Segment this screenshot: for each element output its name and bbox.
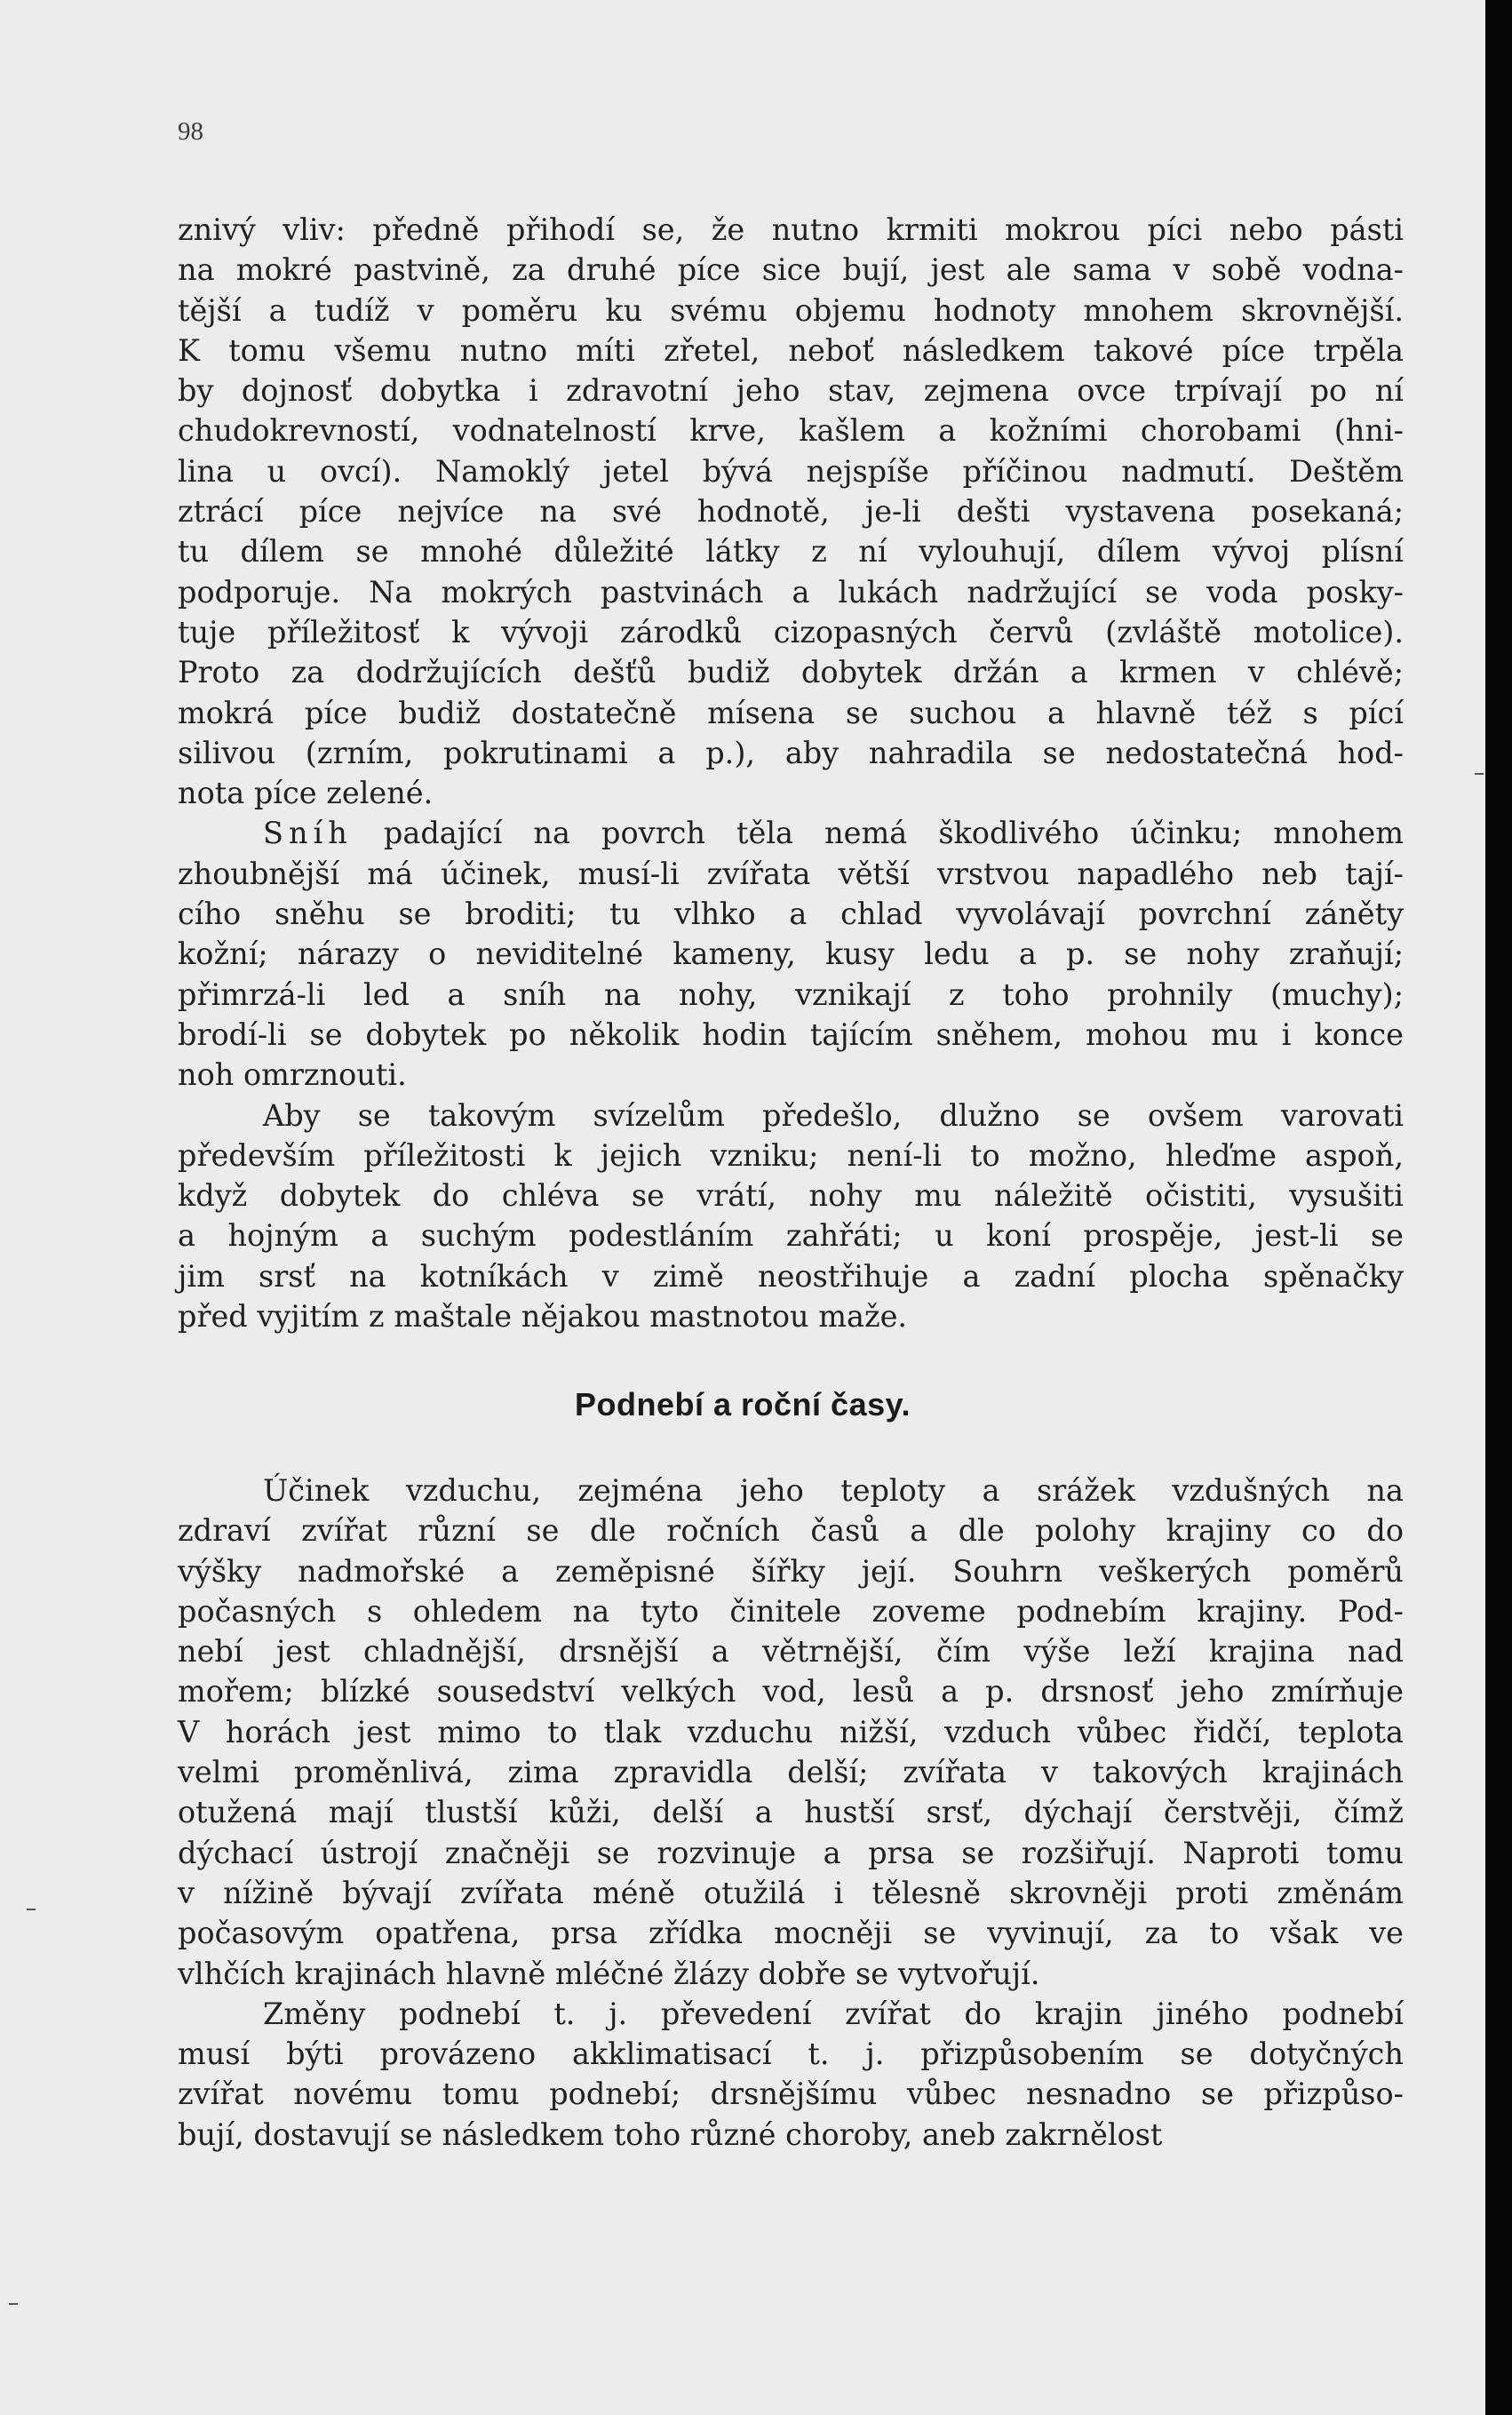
text-line: na mokré pastvině, za druhé píce sice bují, jest ale sama v sobě vodna- — [178, 252, 1404, 288]
text-line: vlhčích krajinách hlavně mléčné žlázy dobře se vytvořují. — [178, 1956, 1040, 1991]
text-line: Účinek vzduchu, zejména jeho teploty a srážek vzdušných na — [263, 1473, 1404, 1508]
text-line: přimrzá-li led a sníh na nohy, vznikají z toho prohnily (muchy); — [178, 976, 1404, 1012]
text-line: zvířat novému tomu podnebí; drsnějšímu vůbec nesnadno se přizpůso- — [178, 2076, 1404, 2112]
text-line: silivou (zrním, pokrutinami a p.), aby nahradila se nedostatečná hod- — [178, 735, 1404, 770]
text-line: noh omrznouti. — [178, 1057, 407, 1093]
section-2-text — [178, 1471, 1404, 2155]
text-line: mořem; blízké sousedství velkých vod, lesů a p. drsnosť jeho zmírňuje — [178, 1674, 1404, 1710]
margin-mark — [1475, 773, 1484, 775]
scan-edge — [1485, 0, 1512, 2415]
text-line: tuje příležitosť k vývoji zárodků cizopasných červů (zvláště motolice). — [178, 614, 1404, 650]
paragraph-climate — [178, 1471, 1404, 1994]
text-line: ztrácí píce nejvíce na své hodnotě, je-li dešti vystavena posekaná; — [178, 494, 1404, 530]
emphasized-word: Sníh — [263, 816, 353, 851]
text-line: lina u ovcí). Namoklý jetel bývá nejspíše příčinou nadmutí. Deštěm — [178, 453, 1404, 489]
text-line: nota píce zelené. — [178, 776, 434, 811]
text-line: jim srsť na kotníkách v zimě neostřihuje a zadní plocha spěnačky — [178, 1258, 1404, 1294]
text-line — [178, 813, 1404, 853]
text-line: kožní; nárazy o neviditelné kameny, kusy ledu a p. se nohy zraňují; — [178, 937, 1404, 972]
text-line: před vyjitím z maštale nějakou mastnotou maže. — [178, 1299, 908, 1335]
text-line-rest: padající na povrch těla nemá škodlivého účinku; mnohem — [352, 816, 1404, 851]
section-heading: Podnebí a roční časy. — [575, 1386, 911, 1423]
text-line: počasných s ohledem na tyto činitele zoveme podnebím krajiny. Pod- — [178, 1593, 1404, 1629]
text-line: a hojným a suchým podestláním zahřáti; u koní prospěje, jest-li se — [178, 1218, 1404, 1254]
text-line: mokrá píce budiž dostatečně mísena se suchou a hlavně též s pící — [178, 695, 1404, 730]
margin-mark — [9, 2303, 18, 2305]
text-line: by dojnosť dobytka i zdravotní jeho stav, zejmena ovce trpívají po ní — [178, 373, 1404, 409]
text-line: chudokrevností, vodnatelností krve, kašlem a kožními chorobami (hni- — [178, 413, 1404, 449]
page-number: 98 — [178, 117, 203, 146]
text-line: zdraví zvířat různí se dle ročních časů a dle polohy krajiny co do — [178, 1513, 1404, 1549]
text-line: K tomu všemu nutno míti zřetel, neboť následkem takové píce trpěla — [178, 332, 1404, 368]
text-line: když dobytek do chléva se vrátí, nohy mu náležitě očistiti, vysušiti — [178, 1178, 1404, 1214]
text-line: počasovým opatřena, prsa zřídka mocněji se vyvinují, za to však ve — [178, 1916, 1404, 1951]
paragraph-wet-fodder — [178, 210, 1404, 813]
section-1-text — [178, 210, 1404, 1336]
text-line: velmi proměnlivá, zima zpravidla delší; zvířata v takových krajinách — [178, 1755, 1404, 1790]
text-line: V horách jest mimo to tlak vzduchu nižší, vzduch vůbec řidčí, teplota — [178, 1714, 1404, 1749]
text-line: musí býti provázeno akklimatisací t. j. přizpůsobením se dotyčných — [178, 2036, 1404, 2072]
text-line: v nížině bývají zvířata méně otužilá i tělesně skrovněji proti změnám — [178, 1875, 1404, 1910]
text-line: brodí-li se dobytek po několik hodin tajícím sněhem, mohou mu i konce — [178, 1016, 1404, 1052]
text-line: otužená mají tlustší kůži, delší a hustší srsť, dýchají čerstvěji, čímž — [178, 1795, 1404, 1830]
text-line: bují, dostavují se následkem toho různé choroby, aneb zakrnělost — [178, 2116, 1163, 2152]
text-line: nebí jest chladnější, drsnější a větrnější, čím výše leží krajina nad — [178, 1634, 1404, 1670]
text-line: Aby se takovým svízelům předešlo, dlužno se ovšem varovati — [263, 1097, 1404, 1133]
paragraph-acclimatization — [178, 1994, 1404, 2155]
text-line: především příležitosti k jejich vzniku; není-li to možno, hleďme aspoň, — [178, 1137, 1404, 1173]
text-line: Proto za dodržujících dešťů budiž dobytek držán a krmen v chlévě; — [178, 655, 1404, 690]
paragraph-prevention — [178, 1096, 1404, 1337]
text-line: dýchací ústrojí značněji se rozvinuje a prsa se rozšiřují. Naproti tomu — [178, 1835, 1404, 1870]
text-line: výšky nadmořské a zeměpisné šířky její. Souhrn veškerých poměrů — [178, 1553, 1404, 1589]
text-line: Změny podnebí t. j. převedení zvířat do krajin jiného podnebí — [263, 1996, 1404, 2031]
text-line: zhoubnější má účinek, musí-li zvířata větší vrstvou napadlého neb tají- — [178, 856, 1404, 891]
text-line: tu dílem se mnohé důležité látky z ní vylouhují, dílem vývoj plísní — [178, 534, 1404, 570]
text-line: znivý vliv: předně přihodí se, že nutno krmiti mokrou píci nebo pásti — [178, 212, 1404, 247]
text-line: tější a tudíž v poměru ku svému objemu hodnoty mnohem skrovnější. — [178, 292, 1404, 328]
paragraph-snow — [178, 813, 1404, 1095]
margin-mark — [27, 1909, 36, 1910]
text-line: podporuje. Na mokrých pastvinách a lukách nadržující se voda posky- — [178, 574, 1404, 610]
text-line: cího sněhu se broditi; tu vlhko a chlad vyvolávají povrchní záněty — [178, 897, 1404, 932]
